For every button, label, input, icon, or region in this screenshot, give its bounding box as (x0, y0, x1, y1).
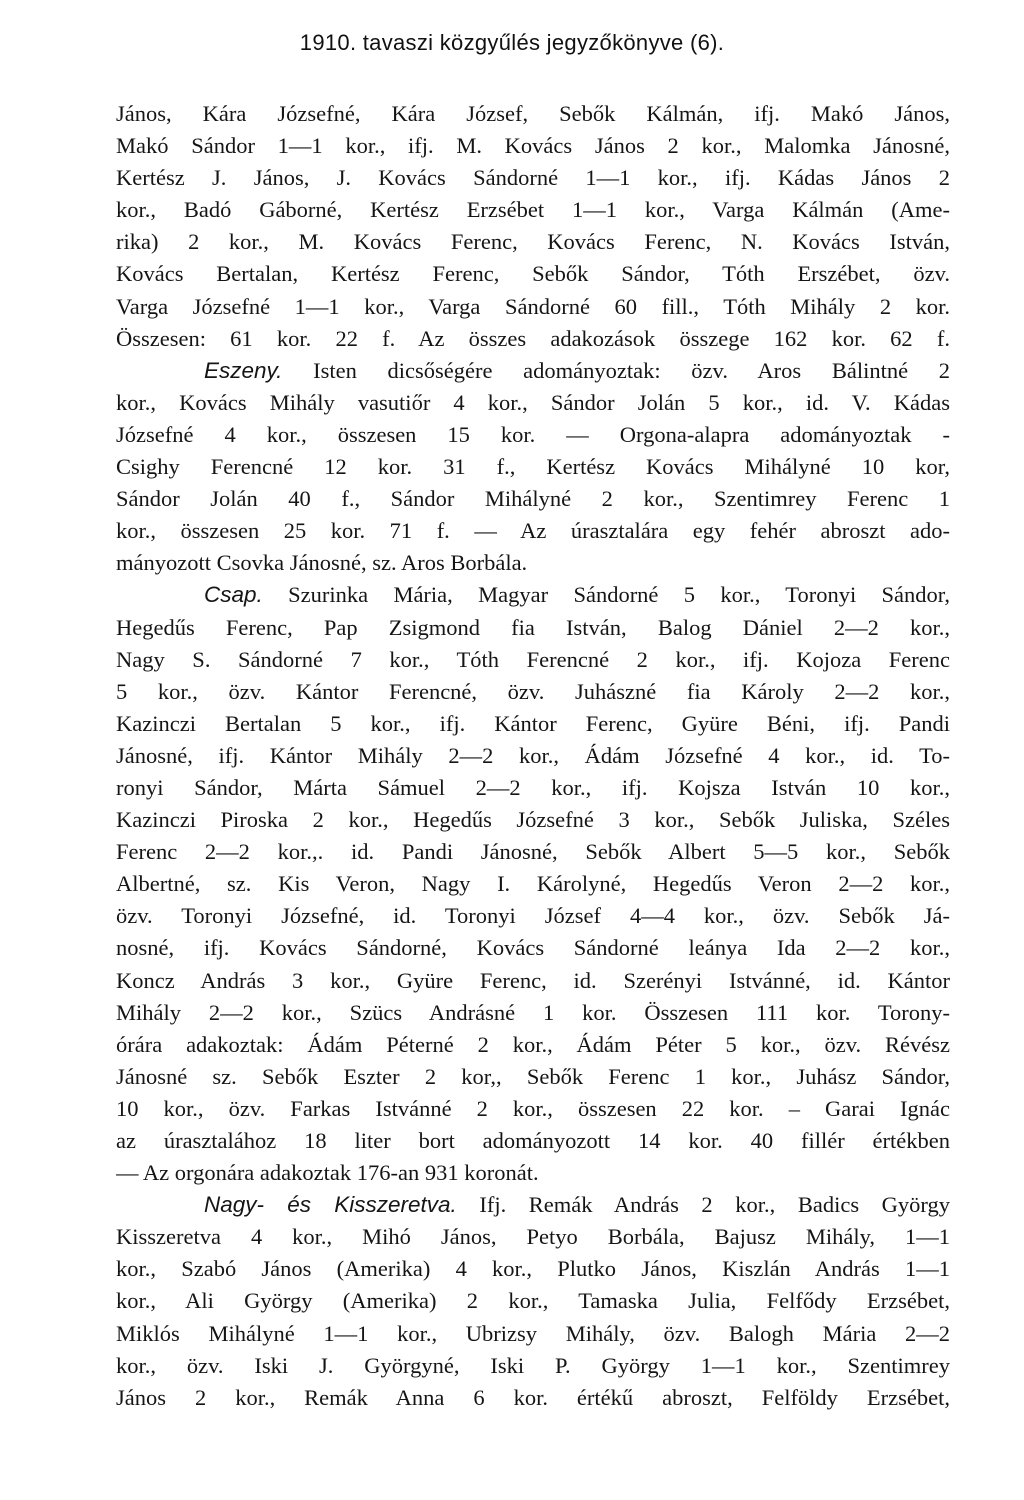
text-line: kor., özv. Iski J. Györgyné, Iski P. György 1—1 kor., Szentimrey (116, 1352, 950, 1378)
text-line: Kertész J. János, J. Kovács Sándorné 1—1 kor., ifj. Kádas János 2 (116, 165, 950, 191)
text-line: — Az orgonára adakoztak 176-an 931 koronát. (116, 1160, 539, 1186)
text-line: Szurinka Mária, Magyar Sándorné 5 kor., Toronyi Sándor, (288, 582, 950, 608)
text-line: Kazinczi Bertalan 5 kor., ifj. Kántor Ferenc, Gyüre Béni, ifj. Pandi (116, 710, 950, 736)
text-line: 5 kor., özv. Kántor Ferencné, özv. Juhászné fia Károly 2—2 kor., (116, 678, 950, 704)
text-line: ronyi Sándor, Márta Sámuel 2—2 kor., ifj. Kojsza István 10 kor., (116, 774, 950, 800)
text-line: Kisszeretva 4 kor., Mihó János, Petyo Borbála, Bajusz Mihály, 1—1 (116, 1224, 950, 1250)
page-header: 1910. tavaszi közgyűlés jegyzőkönyve (6). (299, 30, 725, 55)
text-line: Kovács Bertalan, Kertész Ferenc, Sebők Sándor, Tóth Erszébet, özv. (116, 261, 950, 287)
text-line: özv. Toronyi Józsefné, id. Toronyi József 4—4 kor., özv. Sebők Já- (116, 903, 950, 929)
text-line: rika) 2 kor., M. Kovács Ferenc, Kovács Ferenc, N. Kovács István, (116, 229, 950, 255)
text-line: Összesen: 61 kor. 22 f. Az összes adakozások összege 162 kor. 62 f. (116, 325, 950, 351)
text-line: Nagy S. Sándorné 7 kor., Tóth Ferencné 2 kor., ifj. Kojoza Ferenc (116, 646, 950, 672)
text-line: Varga Józsefné 1—1 kor., Varga Sándorné 60 fill., Tóth Mihály 2 kor. (116, 293, 950, 319)
text-line: kor., Ali György (Amerika) 2 kor., Tamaska Julia, Felfődy Erzsébet, (116, 1288, 950, 1314)
text-line: mányozott Csovka Jánosné, sz. Aros Borbála. (116, 550, 528, 576)
paragraph-eszeny (116, 355, 950, 387)
body-text (116, 98, 950, 1414)
text-line: Mihály 2—2 kor., Szücs Andrásné 1 kor. Összesen 111 kor. Torony- (116, 999, 950, 1025)
text-line: Makó Sándor 1—1 kor., ifj. M. Kovács János 2 kor., Malomka Jánosné, (116, 133, 950, 159)
text-line: kor., Badó Gáborné, Kertész Erzsébet 1—1 kor., Varga Kálmán (Ame- (116, 197, 950, 223)
text-line: kor., Szabó János (Amerika) 4 kor., Plutko János, Kiszlán András 1—1 (116, 1256, 950, 1282)
text-line: órára adakoztak: Ádám Péterné 2 kor., Ádám Péter 5 kor., özv. Révész (116, 1031, 950, 1057)
text-line: 10 kor., özv. Farkas Istvánné 2 kor., összesen 22 kor. – Garai Ignác (116, 1095, 950, 1121)
text-line: kor., Kovács Mihály vasutiőr 4 kor., Sándor Jolán 5 kor., id. V. Kádas (116, 389, 950, 415)
text-line: az úrasztalához 18 liter bort adományozott 14 kor. 40 fillér értékben (116, 1128, 950, 1153)
text-line: Csighy Ferencné 12 kor. 31 f., Kertész Kovács Mihályné 10 kor, (116, 454, 950, 480)
text-line: Koncz András 3 kor., Gyüre Ferenc, id. Szerényi Istvánné, id. Kántor (116, 967, 950, 993)
text-line: Ferenc 2—2 kor.,. id. Pandi Jánosné, Sebők Albert 5—5 kor., Sebők (116, 839, 950, 865)
paragraph-csap (116, 579, 950, 611)
text-line: Albertné, sz. Kis Veron, Nagy I. Károlyné, Hegedűs Veron 2—2 kor., (116, 871, 950, 897)
text-line: Isten dicsőségére adományoztak: özv. Aros Bálintné 2 (313, 357, 950, 383)
text-line: Kazinczi Piroska 2 kor., Hegedűs Józsefné 3 kor., Sebők Juliska, Széles (116, 807, 950, 833)
text-line: Józsefné 4 kor., összesen 15 kor. — Orgona-alapra adományoztak - (116, 421, 950, 447)
text-line: nosné, ifj. Kovács Sándorné, Kovács Sándorné leánya Ida 2—2 kor., (116, 935, 950, 961)
text-line: Jánosné sz. Sebők Eszter 2 kor,, Sebők Ferenc 1 kor., Juhász Sándor, (116, 1063, 950, 1089)
text-line: Ifj. Remák András 2 kor., Badics György (479, 1192, 950, 1218)
text-line: Hegedűs Ferenc, Pap Zsigmond fia István, Balog Dániel 2—2 kor., (116, 614, 950, 640)
text-line: kor., összesen 25 kor. 71 f. — Az úrasztalára egy fehér abroszt ado- (116, 518, 950, 544)
text-line: Miklós Mihályné 1—1 kor., Ubrizsy Mihály, özv. Balogh Mária 2—2 (116, 1320, 950, 1346)
text-line: Jánosné, ifj. Kántor Mihály 2—2 kor., Ádám Józsefné 4 kor., id. To- (116, 742, 950, 768)
text-line: János 2 kor., Remák Anna 6 kor. értékű abroszt, Felföldy Erzsébet, (116, 1384, 950, 1410)
place-heading-eszeny: Eszeny. (204, 357, 283, 383)
place-heading-csap: Csap. (204, 582, 263, 608)
place-heading-nagy-kisszeretva: Nagy- és Kisszeretva. (204, 1192, 457, 1218)
text-line: Sándor Jolán 40 f., Sándor Mihályné 2 kor., Szentimrey Ferenc 1 (116, 486, 950, 512)
text-line: János, Kára Józsefné, Kára József, Sebők Kálmán, ifj. Makó János, (116, 101, 950, 126)
paragraph-nagy-kisszeretva (116, 1189, 950, 1221)
